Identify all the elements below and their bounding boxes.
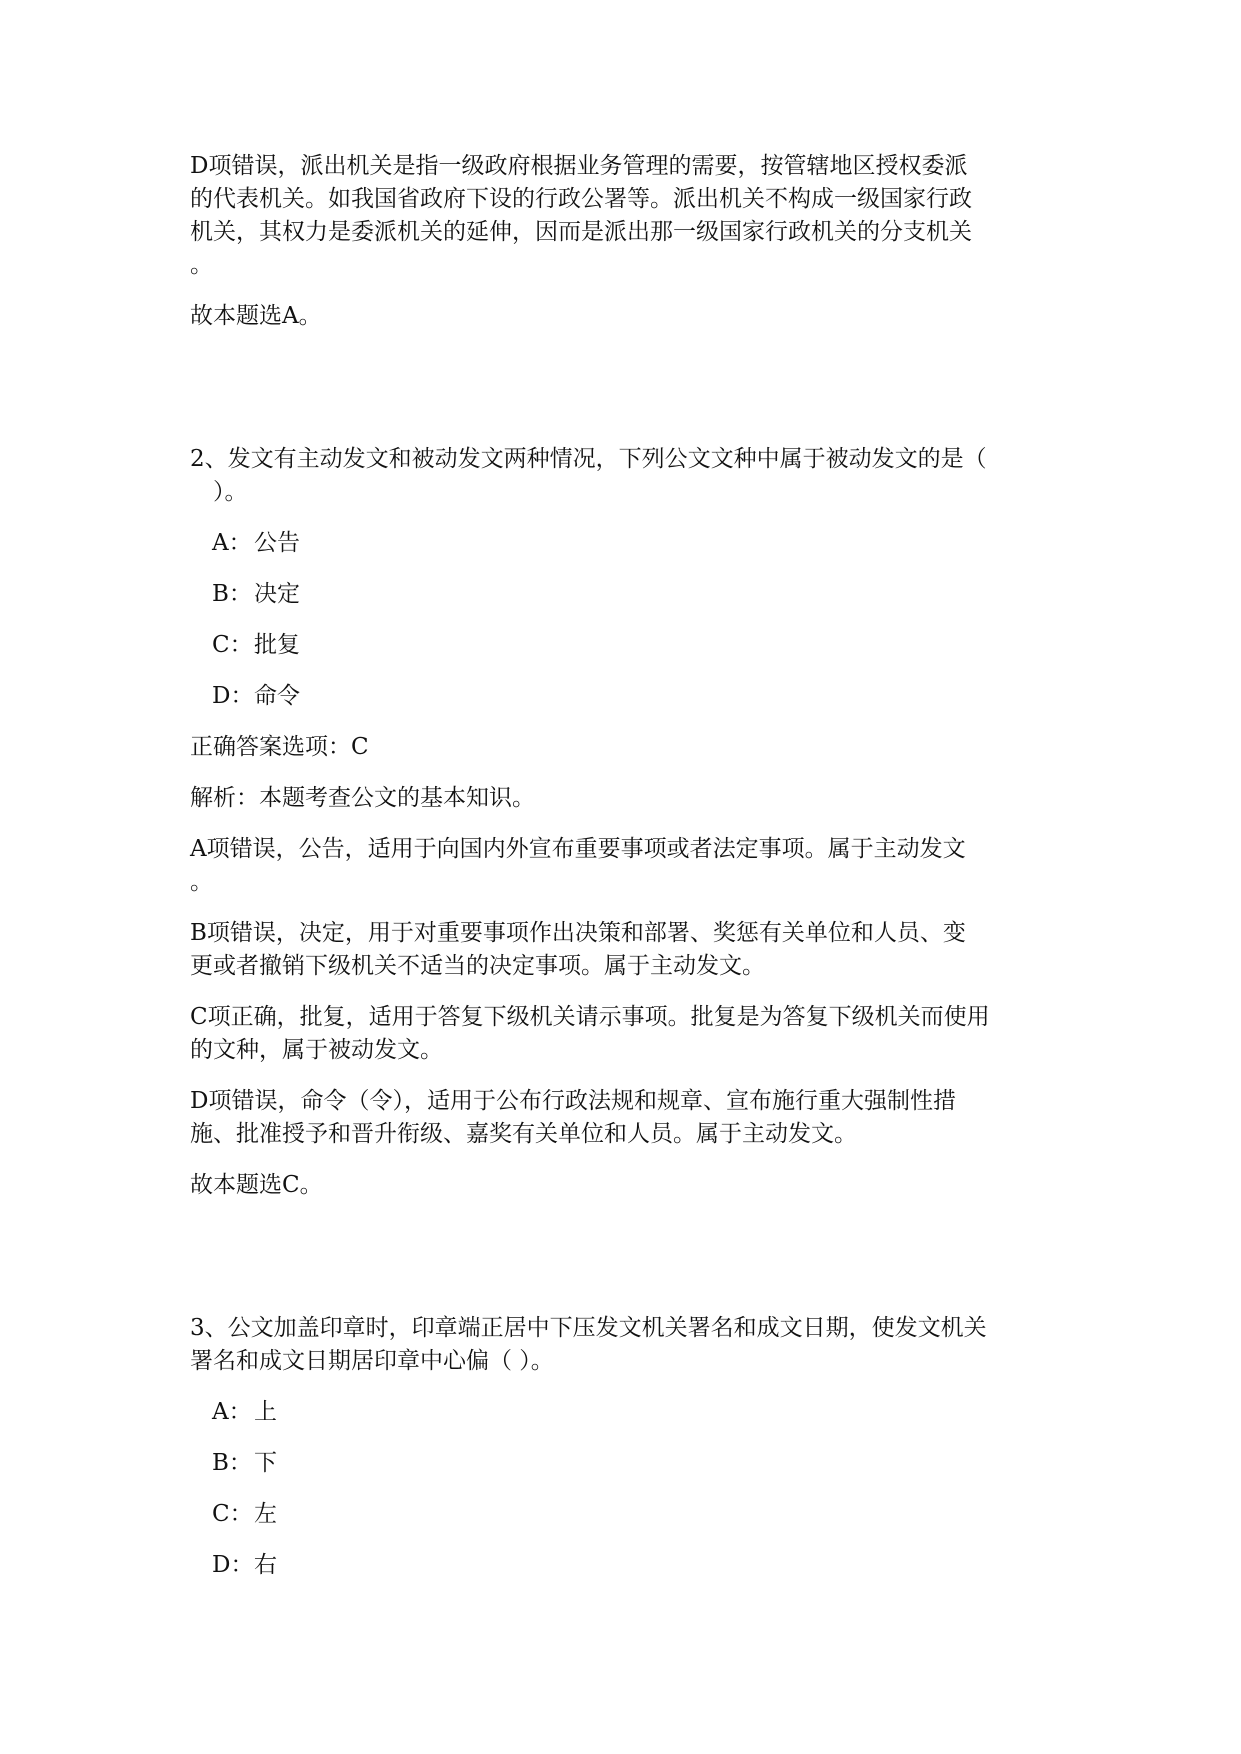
option-key: C： <box>212 632 253 658</box>
text-line: 的文种，属于被动发文。 <box>190 1037 443 1063</box>
explanation-d-prev <box>190 150 1060 282</box>
q2-explanation-c <box>190 1001 1060 1067</box>
q2-conclusion: 故本题选C。 <box>190 1172 323 1198</box>
conclusion-prev: 故本题选A。 <box>190 303 322 329</box>
option-text: 左 <box>254 1501 277 1527</box>
question-line: 2、发文有主动发文和被动发文两种情况，下列公文文种中属于被动发文的是（ <box>190 446 987 472</box>
text-line: 更或者撤销下级机关不适当的决定事项。属于主动发文。 <box>190 953 765 979</box>
option-key: B： <box>212 1450 252 1476</box>
q2-explanation-a <box>190 833 1060 899</box>
text-line: B项错误，决定，用于对重要事项作出决策和部署、奖惩有关单位和人员、变 <box>190 920 966 946</box>
text-line: 施、批准授予和晋升衔级、嘉奖有关单位和人员。属于主动发文。 <box>190 1121 857 1147</box>
text-line: 。 <box>190 252 213 278</box>
option-text: 命令 <box>254 683 300 709</box>
option-key: D： <box>212 683 254 709</box>
option-text: 下 <box>254 1450 277 1476</box>
q3-option-c <box>190 1498 1060 1531</box>
q2-explanation-d <box>190 1085 1060 1151</box>
option-text: 右 <box>254 1552 277 1578</box>
text-line: D项错误，命令（令），适用于公布行政法规和规章、宣布施行重大强制性措 <box>190 1088 956 1114</box>
question-3 <box>190 1312 1060 1378</box>
q2-option-b <box>190 578 1060 611</box>
option-text: 决定 <box>254 581 300 607</box>
q2-analysis: 解析：本题考查公文的基本知识。 <box>190 785 535 811</box>
option-key: A： <box>212 530 252 556</box>
question-line: ）。 <box>190 479 248 505</box>
question-2 <box>190 443 1060 509</box>
option-key: B： <box>212 581 252 607</box>
option-text: 公告 <box>254 530 300 556</box>
option-key: D： <box>212 1552 254 1578</box>
q2-option-d <box>190 680 1060 713</box>
text-line: 机关，其权力是委派机关的延伸，因而是派出那一级国家行政机关的分支机关 <box>190 219 972 245</box>
option-key: A： <box>212 1399 252 1425</box>
question-line: 3、公文加盖印章时，印章端正居中下压发文机关署名和成文日期，使发文机关 <box>190 1315 987 1341</box>
q3-option-b <box>190 1447 1060 1480</box>
text-line: 的代表机关。如我国省政府下设的行政公署等。派出机关不构成一级国家行政 <box>190 186 972 212</box>
q3-option-a <box>190 1396 1060 1429</box>
q2-answer: 正确答案选项：C <box>190 734 369 760</box>
text-line: D项错误，派出机关是指一级政府根据业务管理的需要，按管辖地区授权委派 <box>190 153 968 179</box>
q2-option-c <box>190 629 1060 662</box>
option-text: 批复 <box>254 632 300 658</box>
option-key: C： <box>212 1501 253 1527</box>
option-text: 上 <box>254 1399 277 1425</box>
section-gap <box>190 1220 1060 1312</box>
text-line: C项正确，批复，适用于答复下级机关请示事项。批复是为答复下级机关而使用 <box>190 1004 990 1030</box>
section-gap <box>190 351 1060 443</box>
document-content <box>190 150 1060 1600</box>
q3-option-d <box>190 1549 1060 1582</box>
q2-explanation-b <box>190 917 1060 983</box>
text-line: 。 <box>190 869 213 895</box>
text-line: A项错误，公告，适用于向国内外宣布重要事项或者法定事项。属于主动发文 <box>190 836 966 862</box>
question-line: 署名和成文日期居印章中心偏（ ）。 <box>190 1348 554 1374</box>
q2-option-a <box>190 527 1060 560</box>
